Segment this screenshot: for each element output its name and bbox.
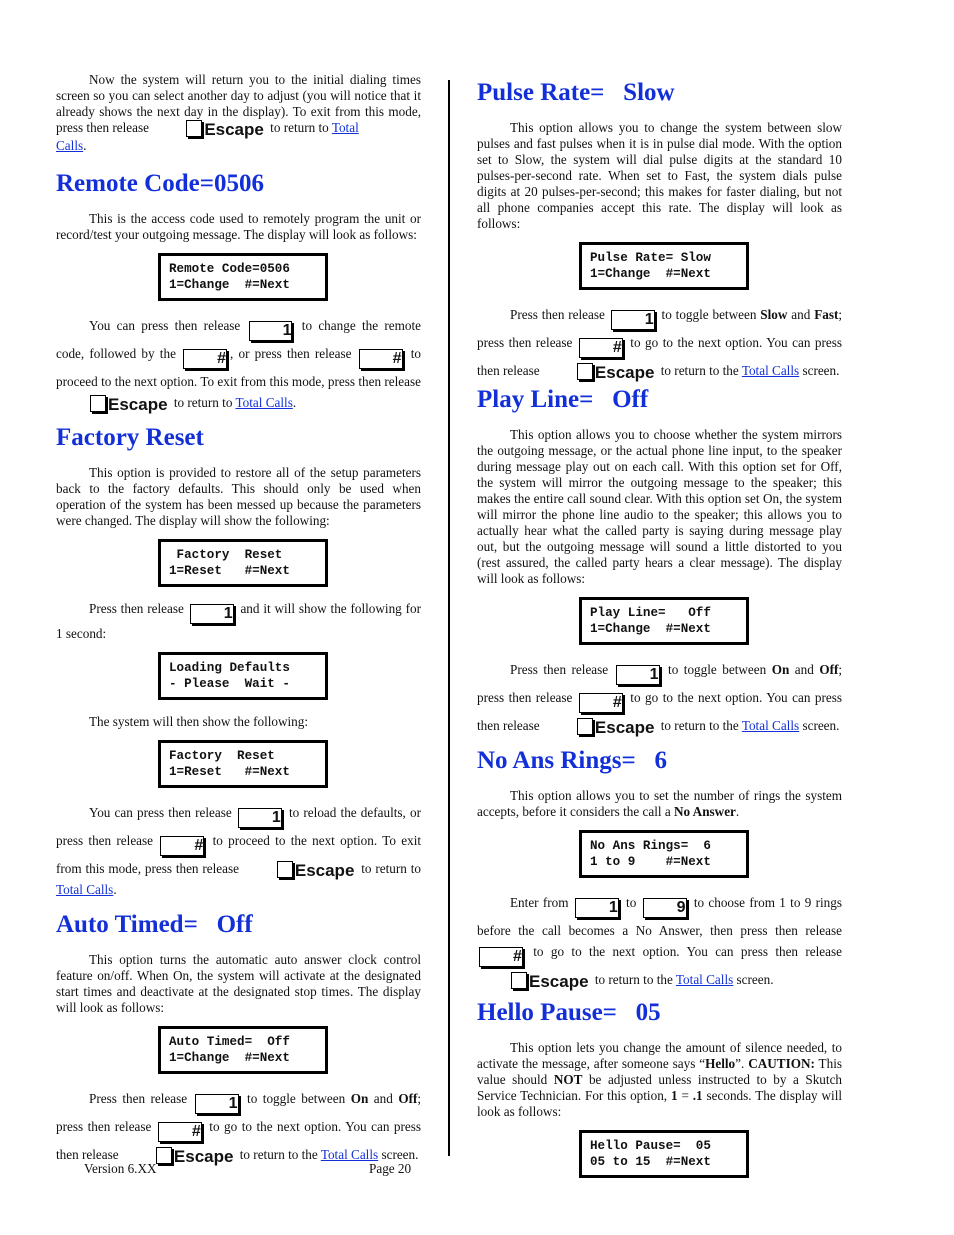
key-1-icon: 1 xyxy=(249,321,293,341)
factory-reset-press: Press then release 1 and it will show the following for 1 second: xyxy=(56,601,421,641)
key-hash-icon: # xyxy=(160,836,204,856)
total-calls-link[interactable]: Total Calls xyxy=(56,882,114,897)
auto-timed-desc: This option turns the automatic auto answer clock control feature on/off. When On, the system will activate at the designated start times and deactivate at the designated stop times. The display will look as follows: xyxy=(56,952,421,1015)
loading-defaults-display: Loading Defaults - Please Wait - xyxy=(158,652,328,700)
total-calls-link[interactable]: Total Calls xyxy=(320,1147,379,1162)
play-line-desc: This option allows you to choose whether the system mirrors the outgoing message, or the actual phone line input, to the speaker during message play out on each call. With this option set for Off, the system will mirror the outgoing message to the speaker; this makes the entire call sound clear. With this option set On, the system will mirror the phone line audio to the speaker; this allows you to actually hear what the called party is saying during message play out, but the outgoing message will sound a little distorted to you (rest assured, the called party hears a clear message). The display will look as follows: xyxy=(477,427,842,586)
remote-code-display: Remote Code=0506 1=Change #=Next xyxy=(158,253,328,301)
key-1-icon: 1 xyxy=(190,604,234,624)
key-1-icon: 1 xyxy=(611,310,655,330)
footer-version: Version 6.XX xyxy=(84,1161,157,1176)
total-calls-link-cont[interactable]: Calls xyxy=(56,138,84,153)
play-line-instructions: Press then release 1 to toggle between On and Off; press then release # to go to the next option. You can press then release Escape to return to the Total Calls screen. xyxy=(477,662,843,737)
no-ans-rings-instructions: Enter from 1 to 9 to choose from 1 to 9 rings before the call becomes a No Answer, then press then release # to go to the next option. You can press then release Escape to return to the Total Calls screen. xyxy=(477,895,843,991)
key-1-icon: 1 xyxy=(195,1094,239,1114)
no-ans-rings-display: No Ans Rings= 6 1 to 9 #=Next xyxy=(579,830,749,878)
escape-key-icon: Escape xyxy=(478,972,589,990)
no-ans-rings-desc: This option allows you to set the number of rings the system accepts, before it considers the call a No Answer. xyxy=(477,788,842,819)
key-hash-icon: # xyxy=(479,947,523,967)
column-divider xyxy=(448,80,450,1156)
key-9-icon: 9 xyxy=(643,898,687,918)
key-hash-icon: # xyxy=(579,693,623,713)
play-line-display: Play Line= Off 1=Change #=Next xyxy=(579,597,749,645)
factory-reset-then: The system will then show the following: xyxy=(89,714,309,729)
no-ans-rings-heading: No Ans Rings= 6 xyxy=(477,747,667,774)
escape-key-icon: Escape xyxy=(57,395,168,413)
key-hash-icon: # xyxy=(359,349,403,369)
key-hash-icon: # xyxy=(158,1122,202,1142)
escape-key-icon: Escape xyxy=(123,1147,234,1165)
pulse-rate-instructions: Press then release 1 to toggle between Slow and Fast; press then release # to go to the next option. You can press then release Escape to return to the Total Calls screen. xyxy=(477,307,843,382)
total-calls-link[interactable]: Total Calls xyxy=(235,395,293,410)
factory-reset-heading: Factory Reset xyxy=(56,424,204,451)
intro-paragraph: Now the system will return you to the initial dialing times screen so you can select another day to adjust (you will notice that it already shows the next day in the display). To exit from this mode, press then release Escape to return to Total Calls. xyxy=(56,72,421,153)
right-column xyxy=(477,78,842,1178)
total-calls-link[interactable]: Total Calls xyxy=(675,972,734,987)
escape-key-icon: Escape xyxy=(544,363,655,381)
factory-reset-instructions: You can press then release 1 to reload the defaults, or press then release # to proceed to the next option. To exit from this mode, press then release Escape to return to Total Calls. xyxy=(56,805,422,897)
total-calls-link[interactable]: Total Calls xyxy=(741,718,800,733)
factory-reset-desc: This option is provided to restore all of the setup parameters back to the factory defaults. This should only be used when operation of the system has been messed up because the parameters were changed. The display will show the following: xyxy=(56,465,421,528)
escape-key-icon: Escape xyxy=(544,718,655,736)
pulse-rate-heading: Pulse Rate= Slow xyxy=(477,79,675,106)
total-calls-link[interactable]: Total Calls xyxy=(741,363,800,378)
remote-code-instructions: You can press then release 1 to change the remote code, followed by the # , or press then release # to proceed to the next option. To exit from this mode, press then release Escape to return to Total Calls. xyxy=(56,318,421,414)
left-column xyxy=(56,72,421,1165)
auto-timed-instructions: Press then release 1 to toggle between On and Off; press then release # to go to the next option. You can press then release Escape to return to the Total Calls screen. xyxy=(56,1091,422,1166)
factory-reset-display: Factory Reset 1=Reset #=Next xyxy=(158,539,328,587)
pulse-rate-display: Pulse Rate= Slow 1=Change #=Next xyxy=(579,242,749,290)
escape-key-icon: Escape xyxy=(153,120,264,138)
play-line-heading: Play Line= Off xyxy=(477,386,649,413)
factory-reset-display-2: Factory Reset 1=Reset #=Next xyxy=(158,740,328,788)
pulse-rate-desc: This option allows you to change the system between slow pulses and fast pulses when it is in pulse dial mode. With the option set to Slow, the system will dial pulse digits at the standard 10 pulses-per-second rate. When set to Fast, the system dials pulse digits at 20 pulses-per-second; this makes for faster dialing, but not all phone companies accept this rate. The display will look as follows: xyxy=(477,120,842,231)
total-calls-link[interactable]: Total xyxy=(331,120,359,135)
remote-code-heading: Remote Code=0506 xyxy=(56,170,264,197)
hello-pause-heading: Hello Pause= 05 xyxy=(477,999,661,1026)
hello-pause-display: Hello Pause= 05 05 to 15 #=Next xyxy=(579,1130,749,1178)
key-1-icon: 1 xyxy=(575,898,619,918)
key-hash-icon: # xyxy=(579,338,623,358)
auto-timed-display: Auto Timed= Off 1=Change #=Next xyxy=(158,1026,328,1074)
auto-timed-heading: Auto Timed= Off xyxy=(56,911,253,938)
remote-code-desc: This is the access code used to remotely program the unit or record/test your outgoing message. The display will look as follows: xyxy=(56,211,421,242)
hello-pause-desc: This option lets you change the amount of silence needed, to activate the message, after someone says “Hello”. CAUTION: This value should NOT be adjusted unless instructed to by a Skutch Service Technician. For this option, 1 = .1 seconds. The display will look as follows: xyxy=(477,1040,843,1119)
key-hash-icon: # xyxy=(183,349,227,369)
key-1-icon: 1 xyxy=(616,665,660,685)
escape-key-icon: Escape xyxy=(244,861,355,879)
key-1-icon: 1 xyxy=(238,808,282,828)
footer-page-number: Page 20 xyxy=(369,1161,412,1176)
